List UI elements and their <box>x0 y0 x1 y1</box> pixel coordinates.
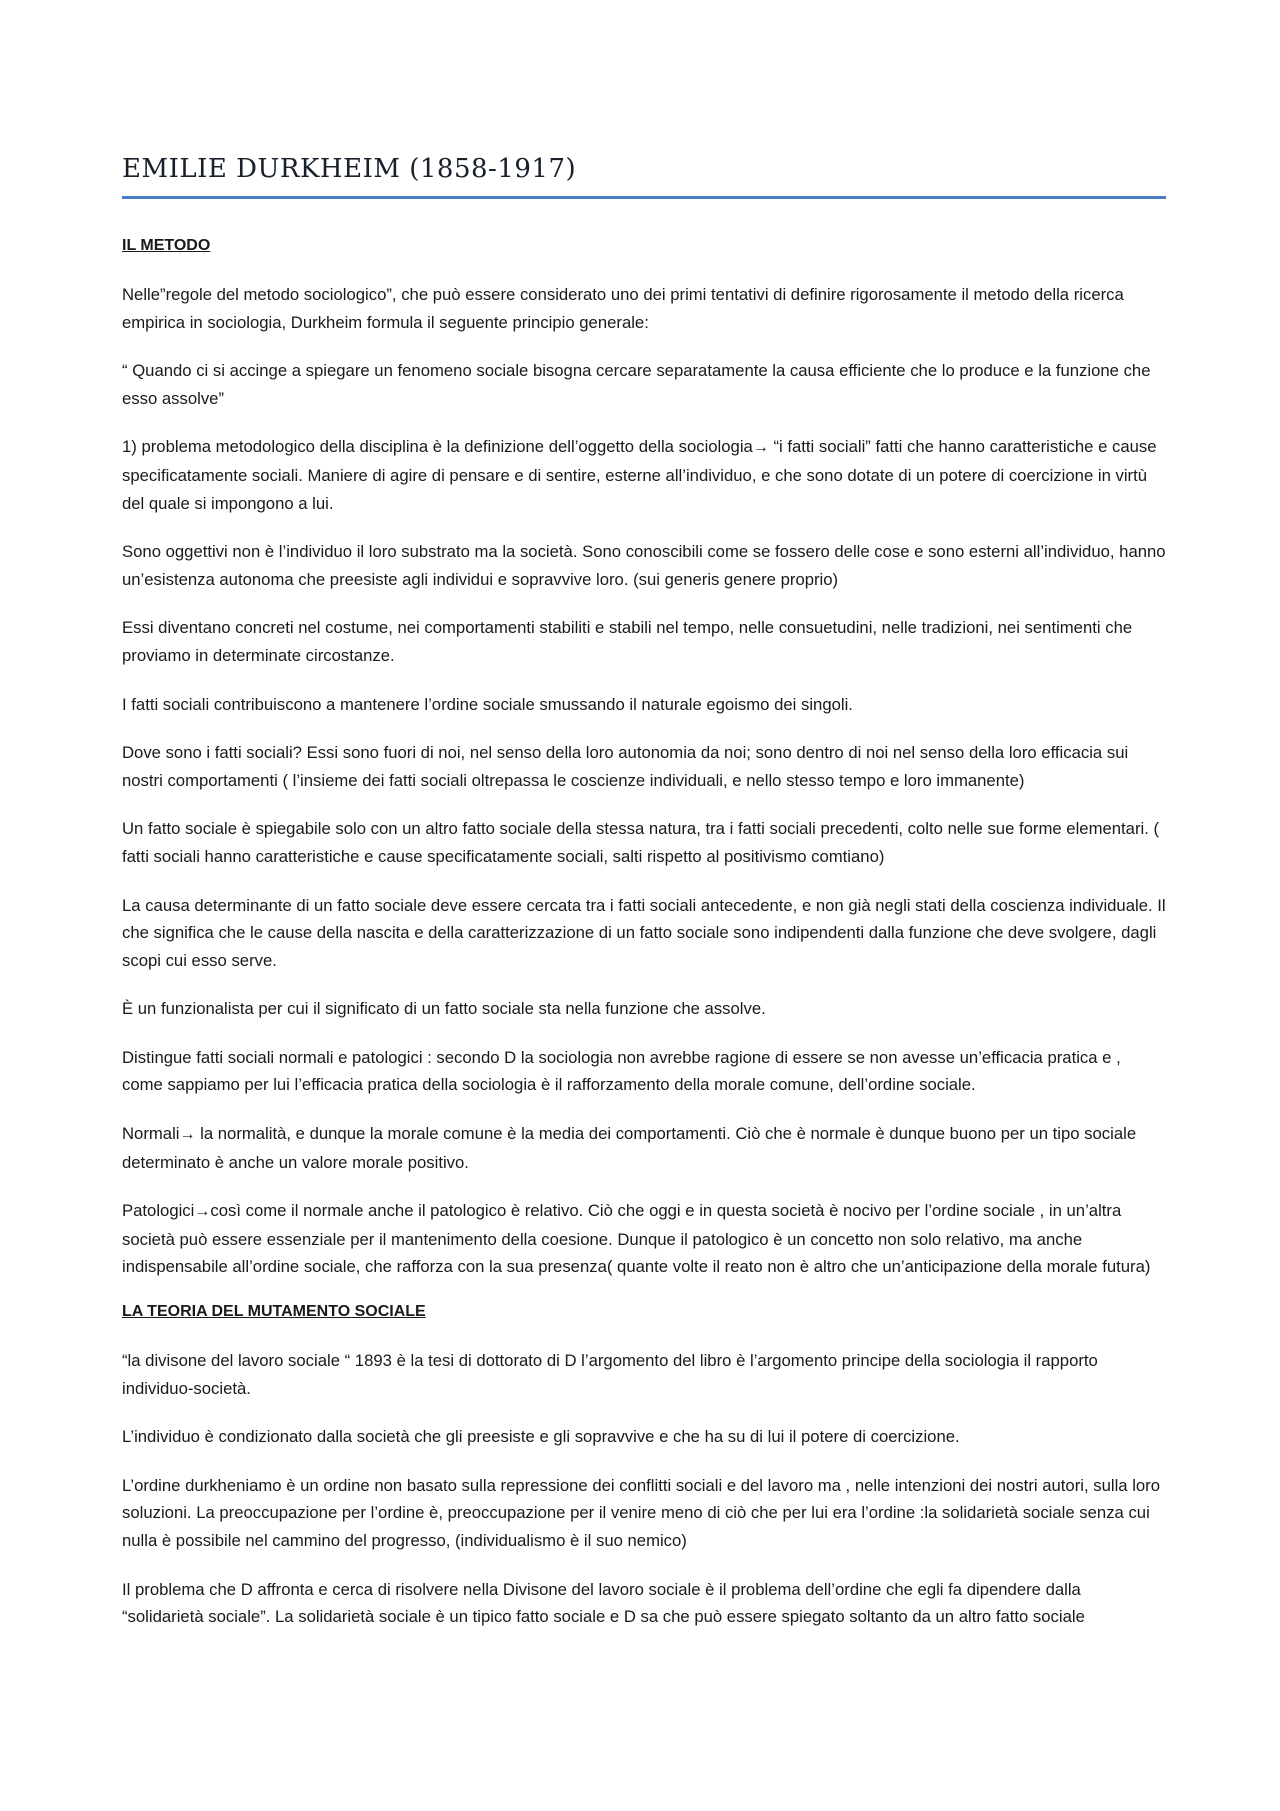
paragraph: Dove sono i fatti sociali? Essi sono fuori di noi, nel senso della loro autonomia da noi; sono dentro di noi nel senso della loro efficacia sui nostri comportamenti ( l’insieme dei fatti sociali oltrepassa le coscienze individuali, e nello stesso tempo e loro immanente) <box>122 743 1129 790</box>
arrow-icon: → <box>194 1203 211 1221</box>
paragraph: “ Quando ci si accinge a spiegare un fenomeno sociale bisogna cercare separatamente la causa efficiente che lo produce e la funzione che esso assolve” <box>122 361 1151 408</box>
paragraph-text: così come il normale anche il patologico è relativo. Ciò che oggi e in questa società è nocivo per l’ordine sociale , in un’altra società può essere essenziale per il mantenimento della coesione. Dunque il patologico è un concetto non solo relativo, ma anche indispensabile all’ordine sociale, che rafforza con la sua presenza( quante volte il reato non è altro che un’anticipazione della morale futura) <box>122 1201 1151 1277</box>
arrow-icon: → <box>179 1126 196 1144</box>
paragraph: Nelle”regole del metodo sociologico”, che può essere considerato uno dei primi tentativi di definire rigorosamente il metodo della ricerca empirica in sociologia, Durkheim formula il seguente principio generale: <box>122 285 1124 332</box>
paragraph <box>122 1120 1166 1176</box>
section-heading: LA TEORIA DEL MUTAMENTO SOCIALE <box>122 1303 426 1321</box>
document-title: EMILIE DURKHEIM (1858-1917) <box>122 154 577 184</box>
paragraph-text: 1) problema metodologico della disciplina è la definizione dell’oggetto della sociologia <box>122 437 753 457</box>
paragraph-text: Patologici <box>122 1201 195 1221</box>
paragraph: L’individuo è condizionato dalla società che gli preesiste e gli sopravvive e che ha su di lui il potere di coercizione. <box>122 1427 960 1447</box>
paragraph: Sono oggettivi non è l’individuo il loro substrato ma la società. Sono conoscibili come se fossero delle cose e sono esterni all’individuo, hanno un’esistenza autonoma che preesiste agli individui e sopravvive loro. (sui generis genere proprio) <box>122 542 1166 589</box>
paragraph: Un fatto sociale è spiegabile solo con un altro fatto sociale della stessa natura, tra i fatti sociali precedenti, colto nelle sue forme elementari. ( fatti sociali hanno caratteristiche e cause specificatamente sociali, salti rispetto al positivismo comtiano) <box>122 819 1160 866</box>
paragraph <box>122 1197 1166 1281</box>
title-underline-rule <box>122 196 1166 199</box>
paragraph: Distingue fatti sociali normali e patologici : secondo D la sociologia non avrebbe ragione di essere se non avesse un’efficacia pratica e , come sappiamo per lui l’efficacia pratica della sociologia è il rafforzamento della morale comune, dell’ordine sociale. <box>122 1047 1121 1095</box>
paragraph: Essi diventano concreti nel costume, nei comportamenti stabiliti e stabili nel tempo, nelle consuetudini, nelle tradizioni, nei sentimenti che proviamo in determinate circostanze. <box>122 618 1133 665</box>
arrow-icon: → <box>752 439 769 457</box>
paragraph: L’ordine durkheniamo è un ordine non basato sulla repressione dei conflitti sociali e del lavoro ma , nelle intenzioni dei nostri autori, sulla loro soluzioni. La preoccupazione per l’ordine è, preoccupazione per il venire meno di ciò che per lui era l’ordine :la solidarietà sociale senza cui nulla è possibile nel cammino del progresso, (individualismo è il suo nemico) <box>122 1475 1161 1550</box>
paragraph: Il problema che D affronta e cerca di risolvere nella Divisone del lavoro sociale è il problema dell’ordine che egli fa dipendere dalla “solidarietà sociale”. La solidarietà sociale è un tipico fatto sociale e D sa che può essere spiegato soltanto da un altro fatto sociale <box>122 1579 1085 1627</box>
paragraph: È un funzionalista per cui il significato di un fatto sociale sta nella funzione che assolve. <box>122 999 766 1019</box>
paragraph: I fatti sociali contribuiscono a mantenere l’ordine sociale smussando il naturale egoismo dei singoli. <box>122 694 853 714</box>
paragraph-text: la normalità, e dunque la morale comune è la media dei comportamenti. Ciò che è normale è dunque buono per un tipo sociale determinato è anche un valore morale positivo. <box>122 1124 1137 1172</box>
section-heading: IL METODO <box>122 237 211 254</box>
paragraph <box>122 433 1166 517</box>
paragraph: “la divisone del lavoro sociale “ 1893 è la tesi di dottorato di D l’argomento del libro è l’argomento principe della sociologia il rapporto individuo-società. <box>122 1351 1098 1398</box>
document-body <box>122 236 1166 1652</box>
paragraph: La causa determinante di un fatto sociale deve essere cercata tra i fatti sociali antecedente, e non già negli stati della coscienza individuale. Il che significa che le cause della nascita e della caratterizzazione di un fatto sociale sono indipendenti dalla funzione che deve svolgere, dagli scopi cui esso serve. <box>122 895 1166 970</box>
paragraph-text: Normali <box>122 1124 180 1144</box>
paragraph-text: “i fatti sociali” fatti che hanno caratteristiche e cause specificatamente sociali. Maniere di agire di pensare e di sentire, esterne all’individuo, e che sono dotate di un potere di coercizione in virtù del quale si impongono a lui. <box>122 437 1157 513</box>
